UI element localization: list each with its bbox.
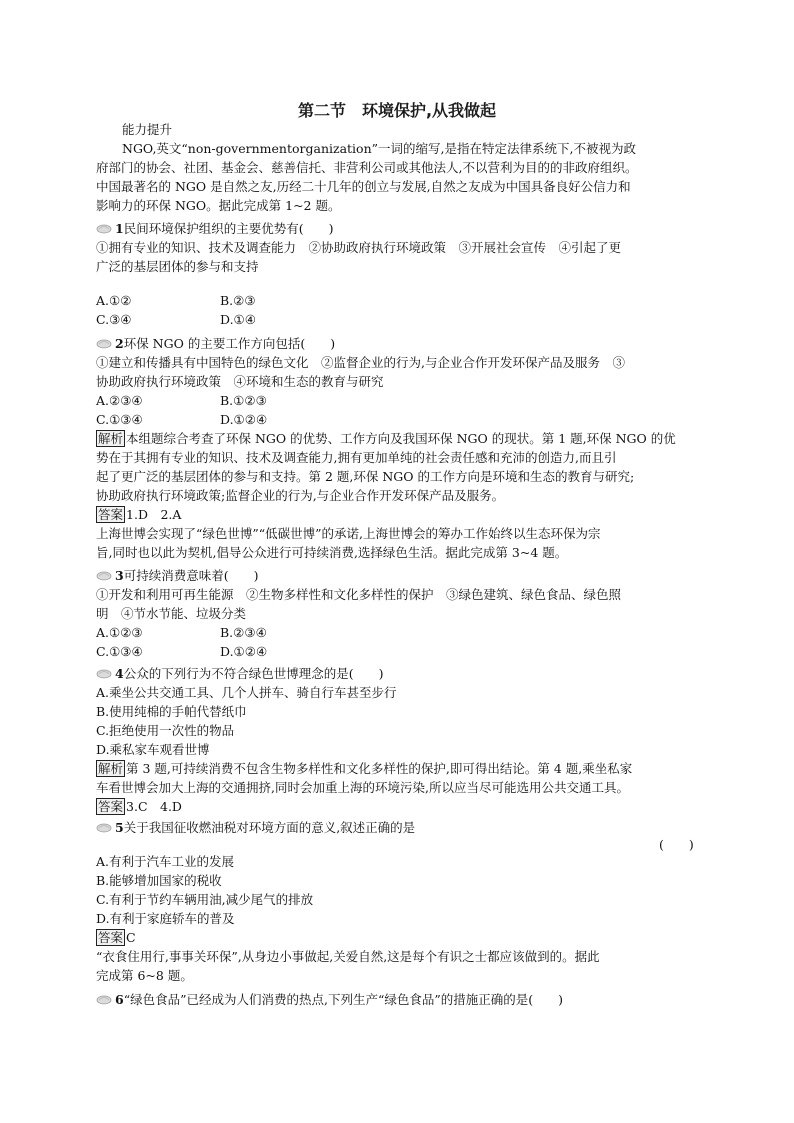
analysis-tag: 解析	[98, 761, 124, 776]
question-6	[96, 990, 563, 1009]
option-d: D.有利于家庭轿车的普及	[96, 911, 235, 926]
question-2	[96, 334, 335, 353]
option-a: A.①②③	[96, 625, 143, 640]
intro-line: 影响力的环保 NGO。据此完成第 1~2 题。	[96, 198, 341, 213]
analysis-line: 起了更广泛的基层团体的参与和支持。第 2 题,环保 NGO 的工作方向是环境和生态的教育与研究;	[96, 469, 635, 484]
option-c: C.有利于节约车辆用油,减少尾气的排放	[96, 892, 314, 907]
option-a: A.有利于汽车工业的发展	[96, 854, 235, 869]
option-d: D.乘私家车观看世博	[96, 742, 210, 757]
analysis-line: 车看世博会加大上海的交通拥挤,同时会加重上海的环境污染,所以应当尽可能选用公共交通工具。	[96, 780, 629, 795]
answer-line: 答案 C	[98, 930, 136, 945]
question-marker-icon	[96, 223, 112, 234]
question-marker-icon	[96, 822, 112, 833]
intro-line: NGO,英文“non-governmentorganization”一词的缩写,是指在特定法律系统下,不被视为政	[122, 141, 636, 156]
analysis-tag: 解析	[98, 431, 124, 446]
question-body-line: 明 ④节水节能、垃圾分类	[96, 606, 247, 621]
analysis-line: 解析 本组题综合考查了环保 NGO 的优势、工作方向及我国环保 NGO 的现状。第 1 题,环保 NGO 的优	[98, 431, 676, 446]
intro-line: 上海世博会实现了“绿色世博”“低碳世博”的承诺,上海世博会的筹办工作始终以生态环保为宗	[96, 526, 601, 541]
option-d: D.①②④	[220, 412, 268, 427]
question-stem: 关于我国征收燃油税对环境方面的意义,叙述正确的是	[123, 820, 416, 835]
intro-line: 府部门的协会、社团、基金会、慈善信托、非营利公司或其他法人,不以营利为目的的非政府组织。	[96, 160, 638, 175]
question-number: 2	[115, 336, 124, 351]
option-c: C.①③④	[96, 412, 143, 427]
option-d: D.①④	[220, 312, 256, 327]
question-body-line: 协助政府执行环境政策 ④环境和生态的教育与研究	[96, 374, 384, 389]
answer-line: 答案 1.D 2.A	[98, 507, 182, 522]
question-stem: 公众的下列行为不符合绿色世博理念的是( )	[123, 666, 384, 681]
option-a: A.①②	[96, 293, 132, 308]
answer-parenthesis: ( )	[659, 837, 694, 852]
question-stem: “绿色食品”已经成为人们消费的热点,下列生产“绿色食品”的措施正确的是( )	[123, 992, 563, 1007]
option-d: D.①②④	[220, 644, 268, 659]
option-b: B.①②③	[220, 393, 267, 408]
option-b: B.②③④	[220, 625, 267, 640]
question-stem: 可持续消费意味着( )	[123, 568, 259, 583]
option-b: B.能够增加国家的税收	[96, 873, 222, 888]
question-3	[96, 566, 258, 585]
page-title: 第二节 环境保护,从我做起	[297, 101, 497, 120]
question-marker-icon	[96, 338, 112, 349]
question-stem: 环保 NGO 的主要工作方向包括( )	[123, 336, 336, 351]
question-marker-icon	[96, 570, 112, 581]
question-5	[96, 818, 415, 837]
question-number: 1	[115, 221, 124, 236]
option-b: B.使用纯棉的手帕代替纸巾	[96, 704, 247, 719]
answer-tag: 答案	[98, 799, 124, 814]
question-body-line: ①拥有专业的知识、技术及调查能力 ②协助政府执行环境政策 ③开展社会宣传 ④引起了更	[96, 240, 622, 255]
option-a: A.②③④	[96, 393, 143, 408]
question-stem: 民间环境保护组织的主要优势有( )	[123, 221, 334, 236]
question-marker-icon	[96, 668, 112, 679]
question-body-line: ①开发和利用可再生能源 ②生物多样性和文化多样性的保护 ③绿色建筑、绿色食品、绿色照	[96, 587, 622, 602]
analysis-line: 势在于其拥有专业的知识、技术及调查能力,拥有更加单纯的社会责任感和充沛的创造力,而且引	[96, 450, 617, 465]
answer-tag: 答案	[98, 930, 124, 945]
intro-line: “衣食住用行,事事关环保”,从身边小事做起,关爱自然,这是每个有识之士都应该做到的。据此	[96, 949, 600, 964]
option-c: C.拒绝使用一次性的物品	[96, 723, 235, 738]
section-heading: 能力提升	[122, 122, 173, 137]
option-b: B.②③	[220, 293, 256, 308]
option-a: A.乘坐公共交通工具、几个人拼车、骑自行车甚至步行	[96, 685, 397, 700]
analysis-line: 协助政府执行环境政策;监督企业的行为,与企业合作开发环保产品及服务。	[96, 488, 505, 503]
analysis-line: 解析 第 3 题,可持续消费不包含生物多样性和文化多样性的保护,即可得出结论。第 4 题,乘坐私家	[98, 761, 633, 776]
question-number: 6	[115, 992, 124, 1007]
question-4	[96, 664, 383, 683]
question-body-line: ①建立和传播具有中国特色的绿色文化 ②监督企业的行为,与企业合作开发环保产品及服务 ③	[96, 355, 625, 370]
option-c: C.①③④	[96, 644, 143, 659]
question-marker-icon	[96, 994, 112, 1005]
question-number: 5	[115, 820, 124, 835]
option-c: C.③④	[96, 312, 132, 327]
question-number: 4	[115, 666, 124, 681]
answer-tag: 答案	[98, 507, 124, 522]
question-1	[96, 219, 333, 238]
intro-line: 完成第 6~8 题。	[96, 968, 193, 983]
intro-line: 中国最著名的 NGO 是自然之友,历经二十几年的创立与发展,自然之友成为中国具备良好公信力和	[96, 179, 631, 194]
question-number: 3	[115, 568, 124, 583]
question-body-line: 广泛的基层团体的参与和支持	[96, 259, 259, 274]
answer-line: 答案 3.C 4.D	[98, 799, 182, 814]
intro-line: 旨,同时也以此为契机,倡导公众进行可持续消费,选择绿色生活。据此完成第 3~4 题。	[96, 545, 568, 560]
